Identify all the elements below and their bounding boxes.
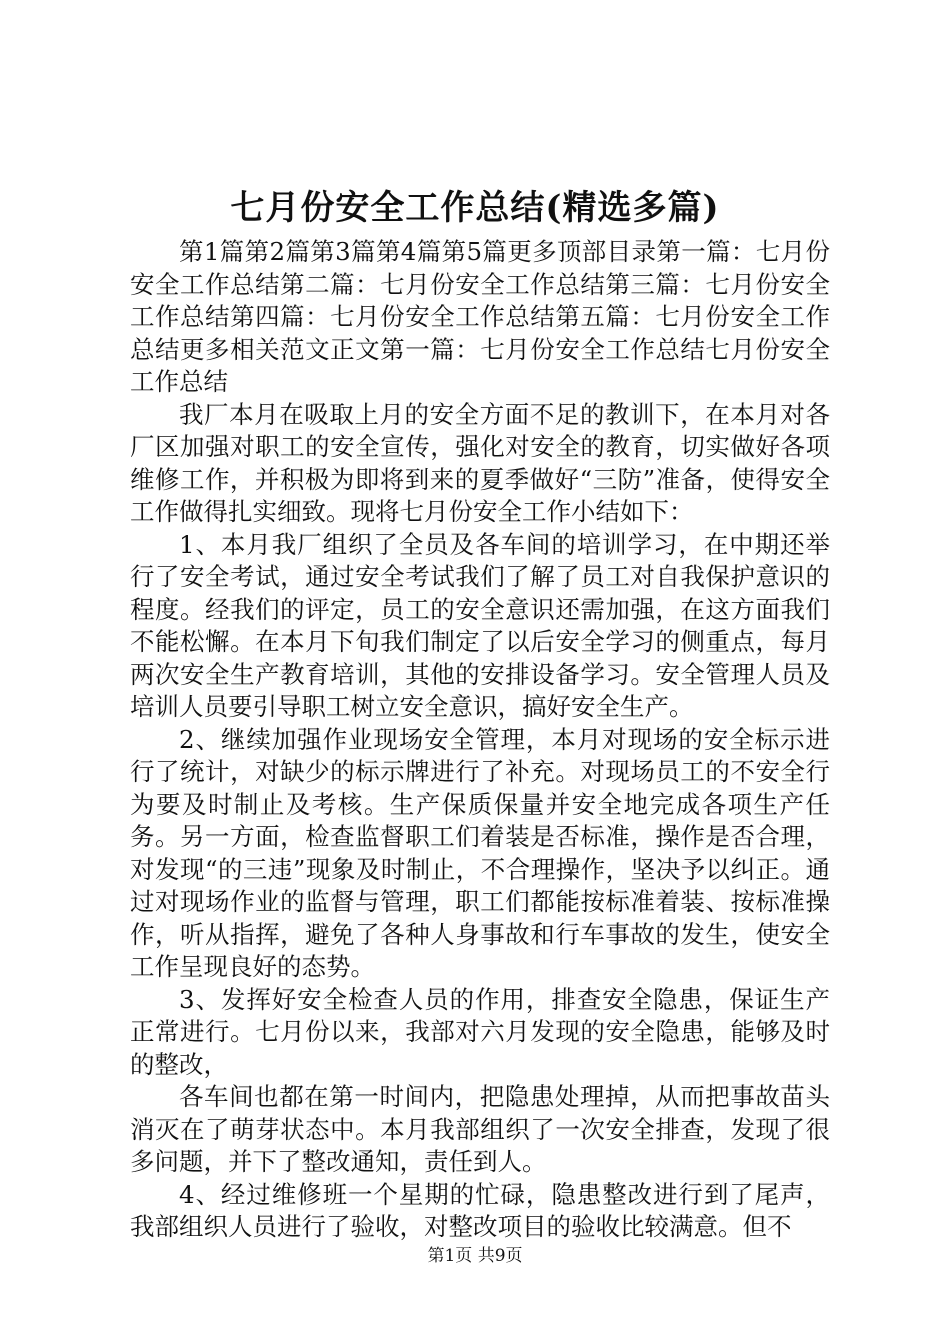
paragraph-item-1: 1、本月我厂组织了全员及各车间的培训学习，在中期还举行了安全考试，通过安全考试我们了解了员工对自我保护意识的程度。经我们的评定，员工的安全意识还需加强，在这方面我们不能松懈。在本月下旬我们制定了以后安全学习的侧重点，每月两次安全生产教育培训，其他的安排设备学习。安全管理人员及培训人员要引导职工树立安全意识，搞好安全生产。: [130, 529, 830, 721]
paragraph-item-3: 3、发挥好安全检查人员的作用，排查安全隐患，保证生产正常进行。七月份以来，我部对六月发现的安全隐患，能够及时的整改，: [130, 984, 830, 1079]
document-title: 七月份安全工作总结(精选多篇): [230, 188, 720, 228]
page-number: 第1页 共9页: [427, 1246, 523, 1266]
paragraph-item-4: 4、经过维修班一个星期的忙碌，隐患整改进行到了尾声，我部组织人员进行了验收，对整改项目的验收比较满意。但不: [130, 1179, 830, 1241]
paragraph-intro: 我厂本月在吸取上月的安全方面不足的教训下，在本月对各厂区加强对职工的安全宣传，强化对安全的教育，切实做好各项维修工作，并积极为即将到来的夏季做好“三防”准备，使得安全工作做得扎实细致。现将七月份安全工作小结如下：: [130, 399, 830, 526]
paragraph-item-3-cont: 各车间也都在第一时间内，把隐患处理掉，从而把事故苗头消灭在了萌芽状态中。本月我部组织了一次安全排查，发现了很多问题，并下了整改通知，责任到人。: [130, 1082, 830, 1176]
paragraph-toc: 第1篇第2篇第3篇第4篇第5篇更多顶部目录第一篇：七月份安全工作总结第二篇：七月份安全工作总结第三篇：七月份安全工作总结第四篇：七月份安全工作总结第五篇：七月份安全工作总结更多相关范文正文第一篇：七月份安全工作总结七月份安全工作总结: [130, 237, 830, 396]
paragraph-item-2: 2、继续加强作业现场安全管理，本月对现场的安全标示进行了统计，对缺少的标示牌进行了补充。对现场员工的不安全行为要及时制止及考核。生产保质保量并安全地完成各项生产任务。另一方面，检查监督职工们着装是否标准，操作是否合理，对发现“的三违”现象及时制止，不合理操作，坚决予以纠正。通过对现场作业的监督与管理，职工们都能按标准着装、按标准操作，听从指挥，避免了各种人身事故和行车事故的发生，使安全工作呈现良好的态势。: [130, 724, 830, 981]
document-body: [130, 236, 830, 1244]
